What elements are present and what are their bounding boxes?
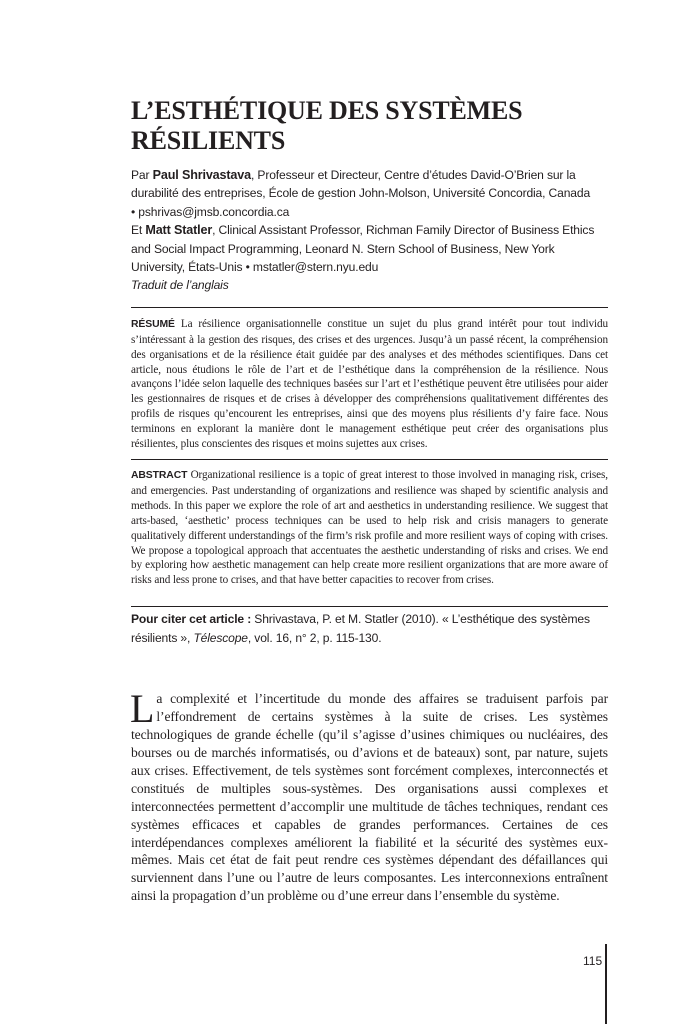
author-block-1 (131, 166, 608, 221)
author-name: Paul Shrivastava (152, 168, 251, 182)
author-prefix: Par (131, 168, 150, 182)
divider-rule (131, 307, 608, 308)
citation-volume: , vol. 16, n° 2, p. 115-130. (247, 630, 382, 645)
divider-rule (131, 606, 608, 607)
citation-label: Pour citer cet article : (131, 612, 252, 627)
author-block-2 (131, 221, 608, 276)
author-affiliation: , Clinical Assistant Professor, Richman Family Director of Business Ethics and Social Impact Programming, Leonard N. Stern School of Business, New York University, États-Unis (131, 223, 595, 275)
author-email[interactable]: • mstatler@stern.nyu.edu (245, 260, 379, 275)
resume-section (131, 317, 608, 452)
divider-rule (131, 459, 608, 460)
article-title: L’ESTHÉTIQUE DES SYSTÈMES RÉSILIENTS (131, 96, 523, 155)
abstract-label: ABSTRACT (131, 470, 188, 481)
resume-label: RÉSUMÉ (131, 318, 175, 330)
author-email[interactable]: • pshrivas@jmsb.concordia.ca (131, 204, 290, 219)
abstract-text: Organizational resilience is a topic of great interest to those involved in managing risk, crises, and emergencies. Past understanding of organizations and resilience was shaped by scientific analysis and methods. In this paper we explore the role of art and aesthetics in understanding resilience. We suggest that arts-based, ‘aesthetic’ process techniques can be used to help risk and crisis managers to generate qualitatively different understandings of the firm’s risk profile and more resilient ways of coping with crises. We propose a topological approach that accentuates the aesthetic understanding of risks and crises. We end by exploring how aesthetic management can help create more resilient organizations that are more aware of risks and less prone to crises, and that have better capacities to recover from crises. (131, 469, 608, 587)
body-text: a complexité et l’incertitude du monde des affaires se traduisent parfois par l’effondrement de certains systèmes à la suite de crises. Les systèmes technologiques de grande échelle (qu’il s’agisse d’usines chimiques ou nucléaires, des bourses ou de marchés informatisés, ou d’avions et de bateaux) sont, par nature, sujets aux crises. Effectivement, de tels systèmes sont forcément complexes, interconnectés et constitués de multiples sous-systèmes. Des organisations aussi complexes et interconnectées permettent d’accomplir une multitude de tâches techniques, rendant ces systèmes efficaces et capables de grandes performances. Certaines de ces interdépendances complexes améliorent la fiabilité et la sécurité des systèmes eux-mêmes. Mais cet état de fait peut rendre ces systèmes dépendant des défaillances qui surviennent dans l’une ou l’autre de leurs composantes. Les interconnexions entraînent ainsi la propagation d’un problème ou d’une erreur dans l’ensemble du système. (131, 691, 608, 904)
author-name: Matt Statler (145, 223, 213, 238)
translation-note: Traduit de l’anglais (131, 278, 229, 293)
page-number: 115 (583, 954, 603, 968)
citation-block (131, 610, 608, 647)
author-affiliation: , Professeur et Directeur, Centre d’études David-O’Brien sur la durabilité des entreprises, École de gestion John-Molson, Université Concordia, Canada (131, 168, 591, 201)
abstract-section (131, 468, 608, 588)
citation-text: Shrivastava, P. et M. Statler (2010). « L’esthétique des systèmes résilients », (131, 612, 590, 645)
page-edge-rule (605, 944, 607, 1024)
drop-cap: L (130, 686, 155, 732)
author-prefix: Et (131, 223, 143, 238)
article-page (131, 96, 608, 919)
resume-text: La résilience organisationnelle constitue un sujet du plus grand intérêt pour tout individu s’intéressant à la gestion des risques, des crises et des urgences. Jusqu’à un passé récent, la compréhension des organisations et de la résilience était guidée par des analyses et des méthodes scientifiques. Dans cet article, nous étudions le rôle de l’art et de l’esthétique dans la compréhension de la résilience. Nous avançons l’idée selon laquelle des techniques basées sur l’art et l’esthétique peuvent être utilisées pour aider les gestionnaires de risques et de crises à développer des compréhensions qualitativement différentes des profils de risques qu’encourent les entreprises, ainsi que des moyens plus résilients d’y faire face. Nous terminons en explorant la manière dont le management esthétique peut créer des organisations plus résilientes, plus conscientes des risques et moins sujettes aux crises. (131, 317, 608, 451)
journal-name: Télescope (193, 630, 248, 645)
body-paragraph (130, 686, 608, 905)
